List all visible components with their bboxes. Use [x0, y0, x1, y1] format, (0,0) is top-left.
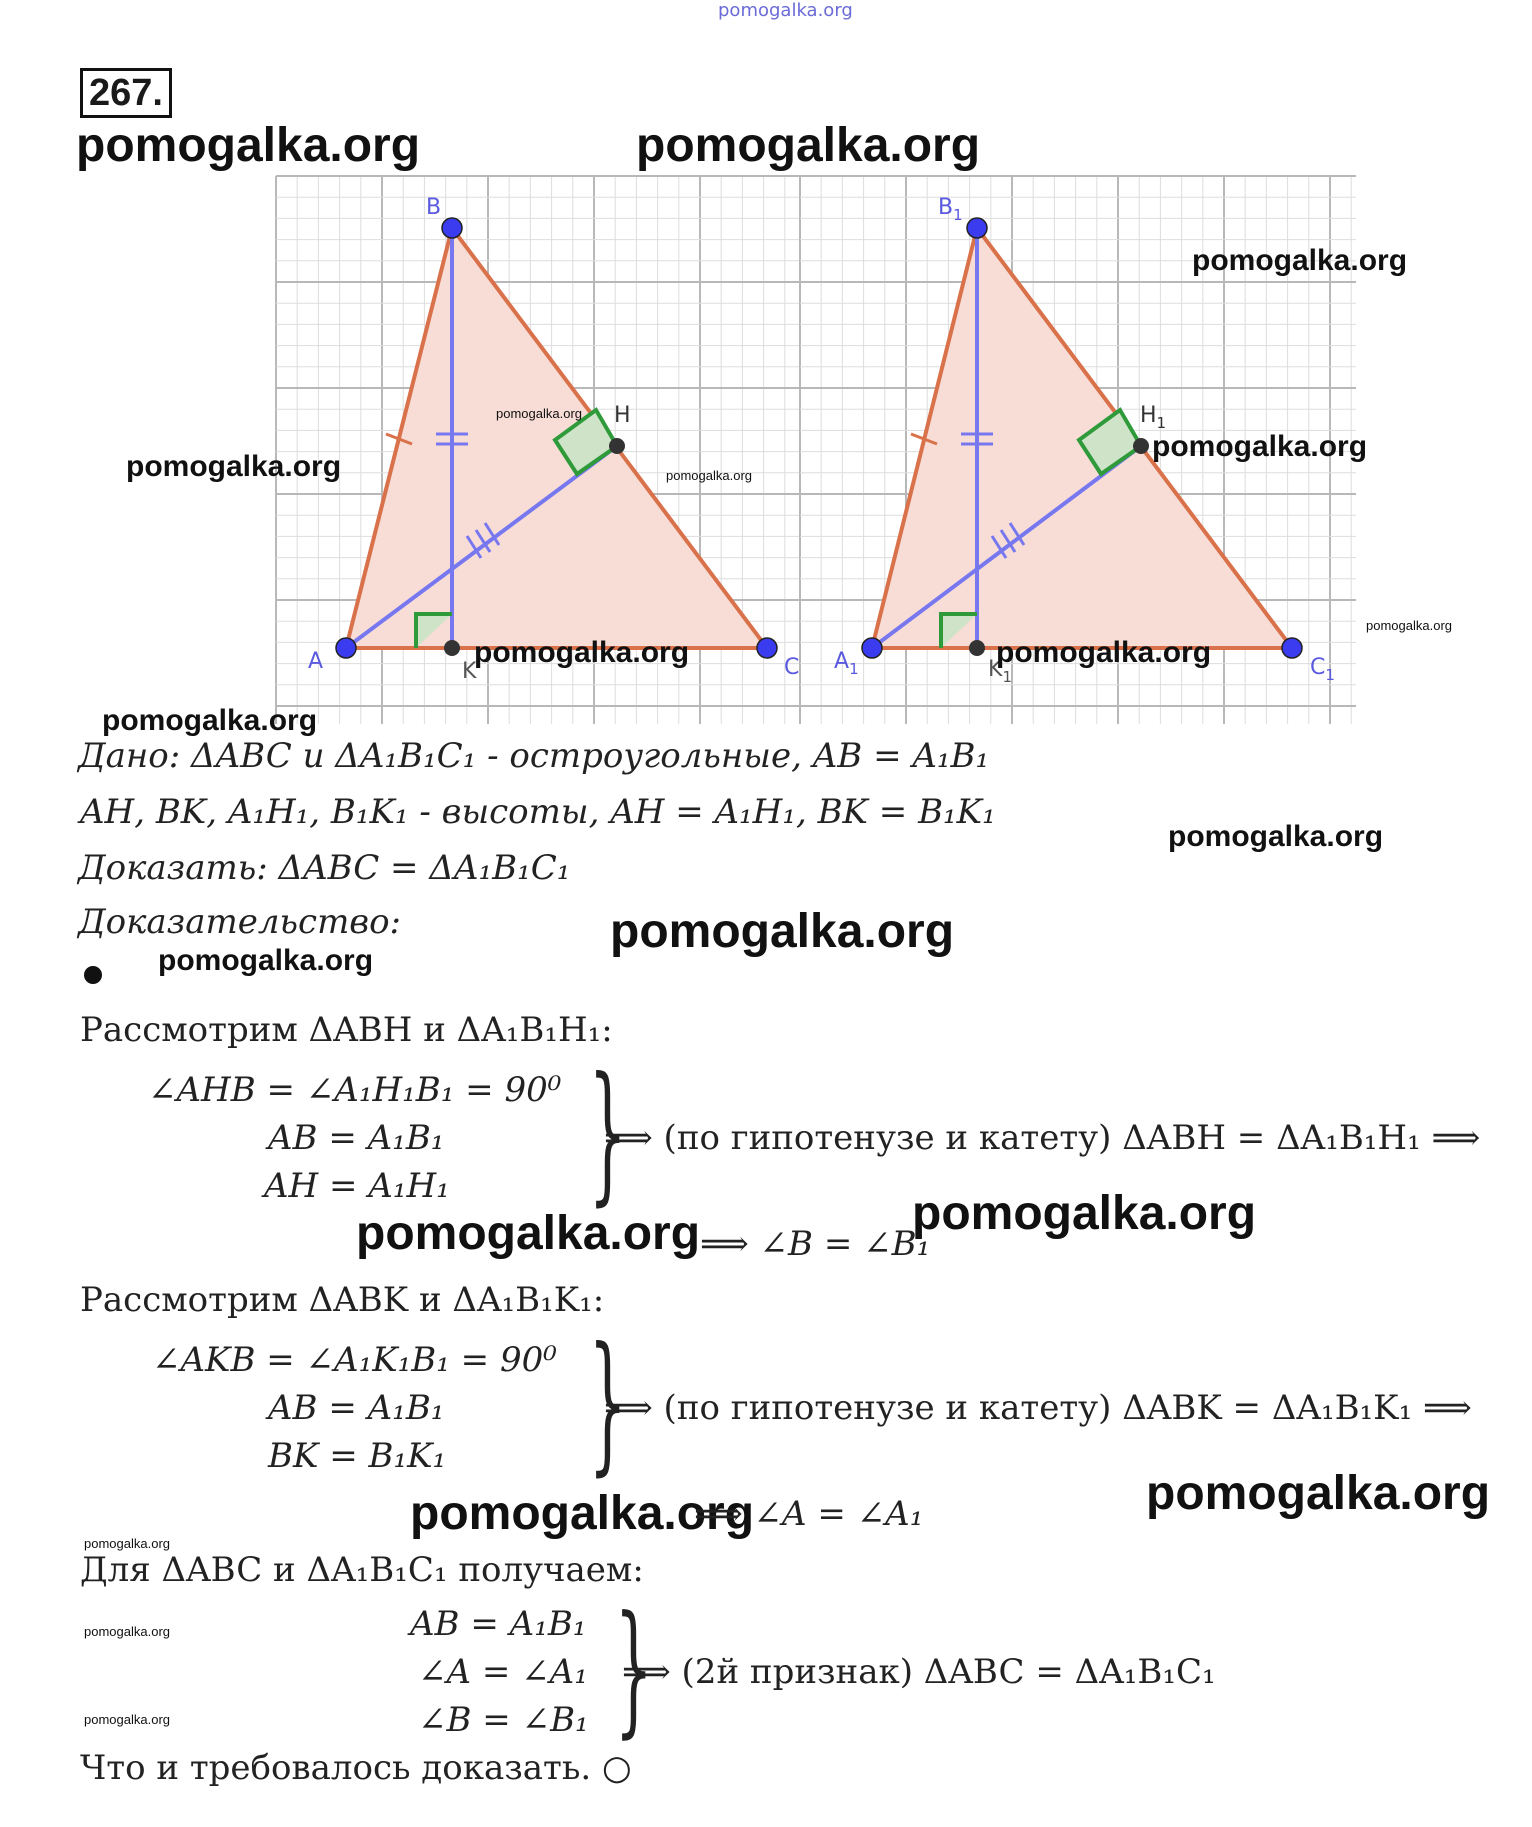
watermark: pomogalka.org — [496, 406, 582, 421]
step3-line-2: ∠A = ∠A₁ — [418, 1652, 588, 1692]
watermark: pomogalka.org — [126, 450, 342, 483]
label-c1: $C_1$ — [1310, 655, 1335, 684]
watermark: pomogalka.org — [158, 944, 374, 977]
step2-line-2: AB = A₁B₁ — [268, 1388, 445, 1428]
step2-result: ⟹ (по гипотенузе и катету) ΔABK = ΔA₁B₁K₁ ⟹ — [604, 1388, 1472, 1428]
foot-h1 — [1133, 438, 1149, 454]
given-line: Дано: ΔABC и ΔA₁B₁C₁ - остроугольные, AB = A₁B₁ — [78, 736, 990, 776]
vertex-b1 — [967, 218, 987, 238]
step1-intro: Рассмотрим ΔABH и ΔA₁B₁H₁: — [80, 1010, 613, 1050]
vertex-b — [442, 218, 462, 238]
step2-intro: Рассмотрим ΔABK и ΔA₁B₁K₁: — [80, 1280, 605, 1320]
step3-line-3: ∠B = ∠B₁ — [418, 1700, 589, 1740]
label-k1: $K_1$ — [988, 657, 1012, 686]
watermark: pomogalka.org — [84, 1536, 170, 1551]
step1-line-1: ∠AHB = ∠A₁H₁B₁ = 90⁰ — [148, 1070, 562, 1110]
heights-line: AH, BK, A₁H₁, B₁K₁ - высоты, AH = A₁H₁, BK = B₁K₁ — [80, 792, 996, 832]
qed-line: Что и требовалось доказать. ○ — [80, 1748, 632, 1788]
watermark-top: pomogalka.org — [718, 0, 853, 21]
watermark: pomogalka.org — [410, 1487, 755, 1540]
watermark: pomogalka.org — [356, 1207, 701, 1260]
brace-1: } — [588, 1046, 627, 1220]
watermark: pomogalka.org — [666, 468, 752, 483]
watermark: pomogalka.org — [76, 119, 421, 172]
step1-result: ⟹ (по гипотенузе и катету) ΔABH = ΔA₁B₁H₁ ⟹ — [604, 1118, 1481, 1158]
label-c: C — [784, 655, 800, 680]
prove-line: Доказать: ΔABC = ΔA₁B₁C₁ — [78, 848, 571, 888]
step1-line-3: AH = A₁H₁ — [264, 1166, 450, 1206]
watermark: pomogalka.org — [636, 119, 981, 172]
watermark: pomogalka.org — [102, 704, 318, 737]
step3-intro: Для ΔABC и ΔA₁B₁C₁ получаем: — [80, 1550, 644, 1590]
watermark: pomogalka.org — [1168, 820, 1384, 853]
step2-conclusion: ⟹ ∠A = ∠A₁ — [694, 1494, 924, 1534]
watermark: pomogalka.org — [1146, 1467, 1491, 1520]
vertex-c1 — [1282, 638, 1302, 658]
watermark: pomogalka.org — [610, 905, 955, 958]
bullet — [84, 966, 102, 984]
watermark: pomogalka.org — [996, 636, 1212, 669]
vertex-c — [757, 638, 777, 658]
watermark: pomogalka.org — [912, 1187, 1257, 1240]
foot-k1 — [969, 640, 985, 656]
vertex-a — [336, 638, 356, 658]
label-a1: $A_1$ — [834, 649, 859, 678]
brace-2: } — [588, 1316, 627, 1490]
vertex-a1 — [862, 638, 882, 658]
step1-line-2: AB = A₁B₁ — [268, 1118, 445, 1158]
watermark: pomogalka.org — [1366, 618, 1452, 633]
foot-k — [444, 640, 460, 656]
step2-line-3: BK = B₁K₁ — [268, 1436, 447, 1476]
step3-line-1: AB = A₁B₁ — [410, 1604, 587, 1644]
label-h: H — [614, 403, 631, 428]
label-h1: $H_1$ — [1140, 403, 1167, 432]
proof-heading: Доказательство: — [78, 902, 402, 942]
watermark: pomogalka.org — [84, 1712, 170, 1727]
label-b: B — [426, 195, 442, 220]
step1-conclusion: ⟹ ∠B = ∠B₁ — [700, 1224, 931, 1264]
step3-result: ⟹ (2й признак) ΔABC = ΔA₁B₁C₁ — [622, 1652, 1216, 1692]
watermark: pomogalka.org — [474, 636, 690, 669]
step2-line-1: ∠AKB = ∠A₁K₁B₁ = 90⁰ — [152, 1340, 557, 1380]
watermark: pomogalka.org — [1192, 244, 1408, 277]
label-k: K — [462, 659, 477, 684]
foot-h — [609, 438, 625, 454]
brace-3: } — [614, 1586, 653, 1752]
label-b1: $B_1$ — [938, 195, 963, 224]
watermark: pomogalka.org — [1152, 430, 1368, 463]
watermark: pomogalka.org — [84, 1624, 170, 1639]
triangles-figure — [0, 0, 1532, 740]
problem-number: 267. — [80, 68, 172, 118]
label-a: A — [308, 649, 324, 674]
